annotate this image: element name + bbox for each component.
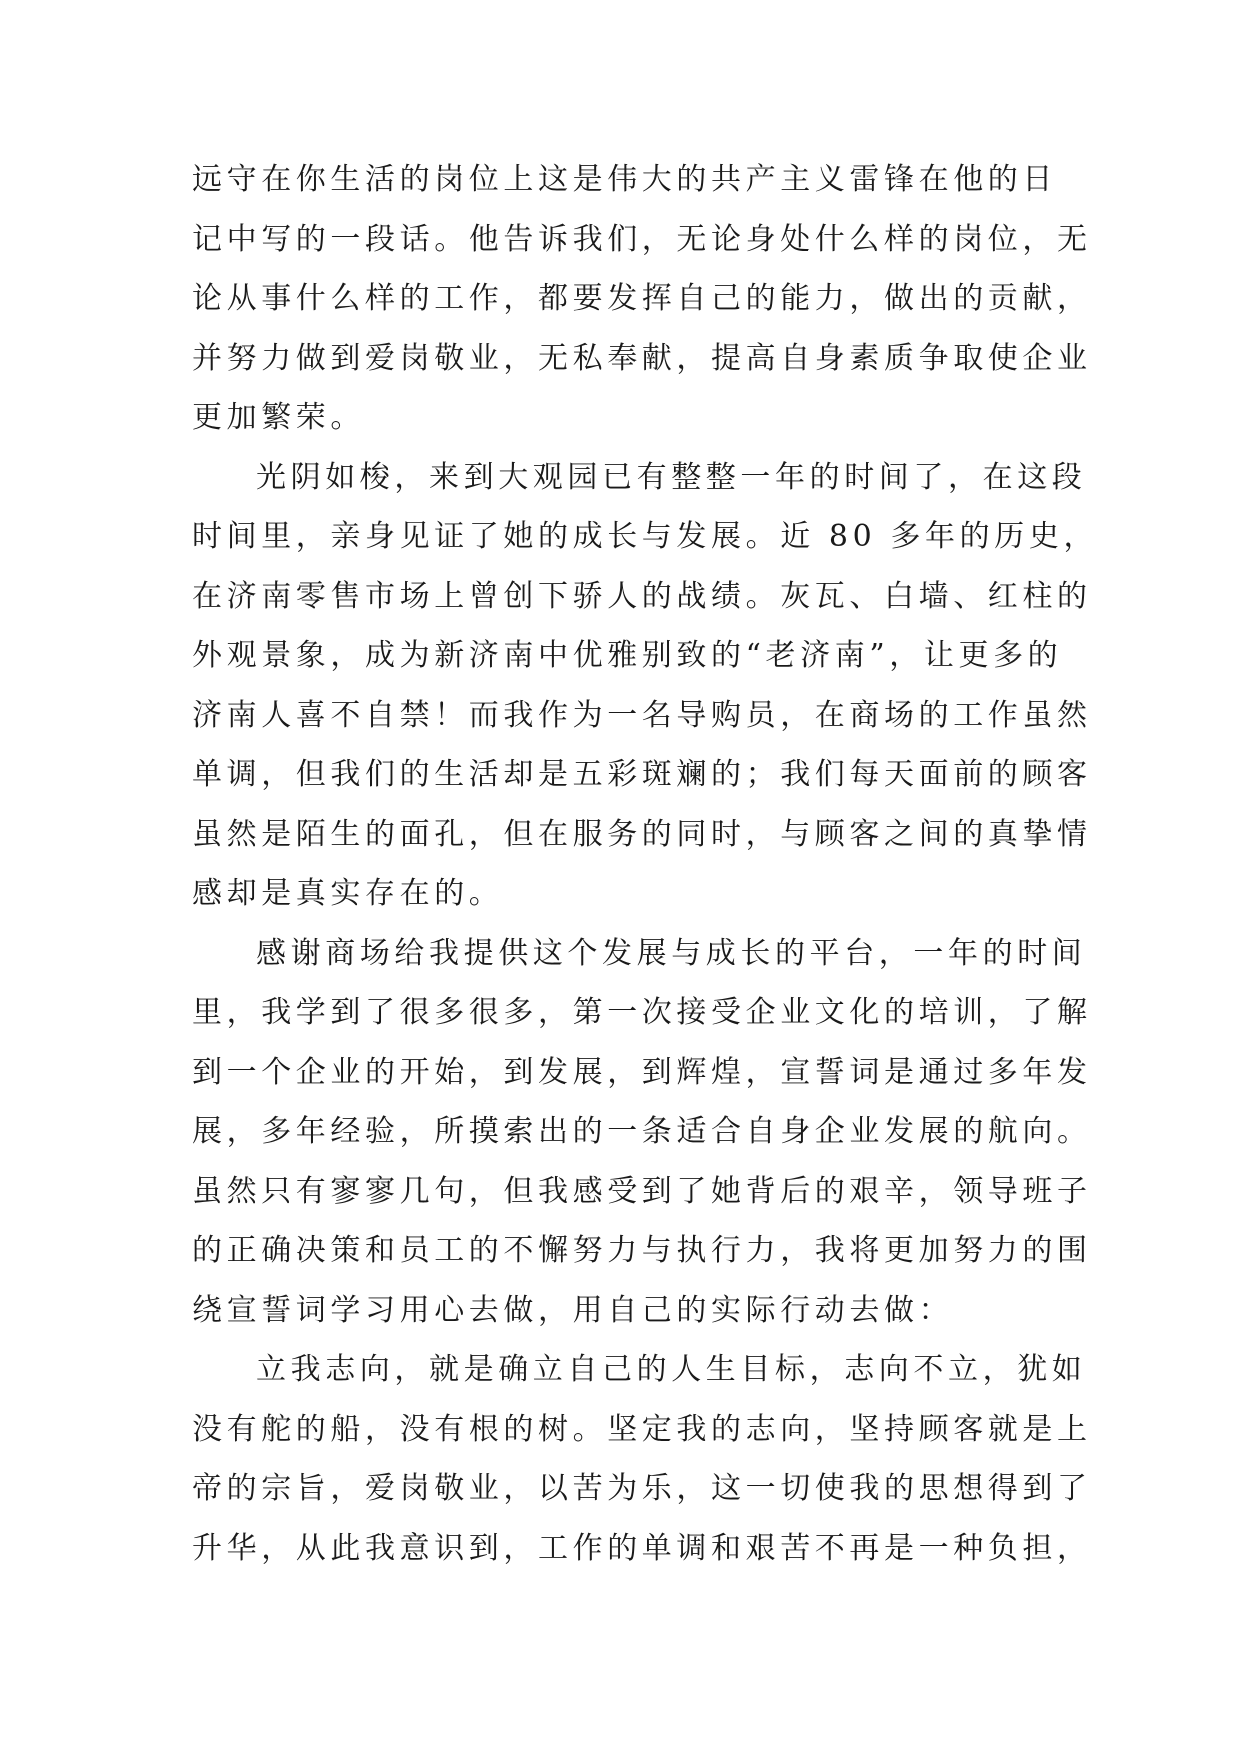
text-line: 展，多年经验，所摸索出的一条适合自身企业发展的航向。 <box>192 1114 1092 1149</box>
text-line: 立我志向，就是确立自己的人生目标，志向不立，犹如 <box>256 1352 1087 1387</box>
text-line: 虽然只有寥寥几句，但我感受到了她背后的艰辛，领导班子 <box>192 1173 1092 1209</box>
text-line: 记中写的一段话。他告诉我们，无论身处什么样的岗位，无 <box>192 221 1092 257</box>
text-line: 济南人喜不自禁！而我作为一名导购员，在商场的工作虽然 <box>192 697 1092 733</box>
body-text <box>192 150 1099 1578</box>
text-line: 光阴如梭，来到大观园已有整整一年的时间了，在这段 <box>256 459 1087 495</box>
text-line: 绕宣誓词学习用心去做，用自己的实际行动去做： <box>192 1292 954 1328</box>
text-line: 论从事什么样的工作，都要发挥自己的能力，做出的贡献， <box>192 281 1092 316</box>
text-line: 帝的宗旨，爱岗敬业，以苦为乐，这一切使我的思想得到了 <box>192 1471 1092 1506</box>
text-line: 更加繁荣。 <box>192 400 365 435</box>
text-line: 虽然是陌生的面孔，但在服务的同时，与顾客之间的真挚情 <box>192 816 1092 852</box>
text-line: 没有舵的船，没有根的树。坚定我的志向，坚持顾客就是上 <box>192 1411 1092 1447</box>
paragraph <box>192 1340 1092 1578</box>
paragraph <box>192 924 1092 1341</box>
paragraph <box>192 448 1099 924</box>
text-line: 升华，从此我意识到，工作的单调和艰苦不再是一种负担， <box>192 1530 1092 1566</box>
paragraph <box>192 150 1092 448</box>
text-line: 远守在你生活的岗位上这是伟大的共产主义雷锋在他的日 <box>192 162 1057 197</box>
text-line: 在济南零售市场上曾创下骄人的战绩。灰瓦、白墙、红柱的 <box>192 578 1092 614</box>
text-line: 感却是真实存在的。 <box>192 876 504 911</box>
text-line: 时间里，亲身见证了她的成长与发展。近 80 多年的历史， <box>192 519 1099 554</box>
text-line: 单调，但我们的生活却是五彩斑斓的；我们每天面前的顾客 <box>192 757 1092 792</box>
text-line: 感谢商场给我提供这个发展与成长的平台，一年的时间 <box>256 935 1087 971</box>
text-line: 并努力做到爱岗敬业，无私奉献，提高自身素质争取使企业 <box>192 340 1092 376</box>
text-line: 到一个企业的开始，到发展，到辉煌，宣誓词是通过多年发 <box>192 1054 1092 1090</box>
text-line: 外观景象，成为新济南中优雅别致的“老济南”，让更多的 <box>192 638 1063 673</box>
text-line: 的正确决策和员工的不懈努力与执行力，我将更加努力的围 <box>192 1233 1092 1268</box>
text-line: 里，我学到了很多很多，第一次接受企业文化的培训，了解 <box>192 995 1092 1030</box>
